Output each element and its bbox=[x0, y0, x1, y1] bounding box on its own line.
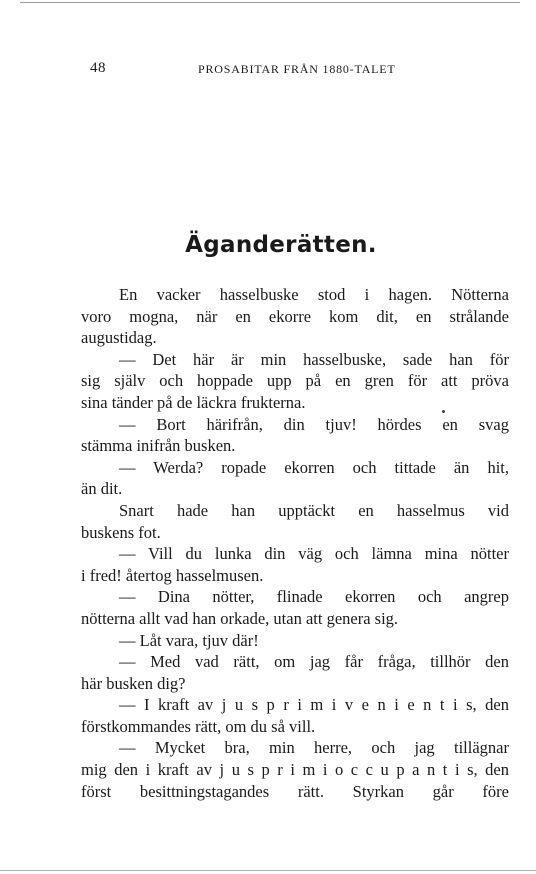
text-line: — Låt vara, tjuv där! bbox=[119, 630, 259, 650]
text-line: här busken dig? bbox=[81, 673, 186, 693]
text-line: — Det här är min hasselbuske, sade han för bbox=[119, 349, 509, 369]
text-line: sina tänder på de läckra frukterna. bbox=[81, 392, 306, 412]
text-line: Snart hade han upptäckt en hasselmus vid bbox=[119, 500, 509, 520]
page-number: 48 bbox=[90, 60, 106, 76]
text-line: augustidag. bbox=[81, 328, 157, 348]
bottom-scan-edge bbox=[0, 870, 536, 871]
print-speck bbox=[442, 410, 445, 413]
text-line: först besittningstagandes rätt. Styrkan går före bbox=[81, 781, 509, 801]
chapter-title: Äganderätten. bbox=[185, 232, 377, 258]
text-line: i fred! återtog hasselmusen. bbox=[81, 565, 264, 585]
text-line: — Med vad rätt, om jag får fråga, tillhör den bbox=[119, 652, 509, 672]
text-line: — Werda? ropade ekorren och tittade än hit, bbox=[119, 457, 509, 477]
text-line: — Dina nötter, flinade ekorren och angrep bbox=[119, 587, 509, 607]
running-head: PROSABITAR FRÅN 1880-TALET bbox=[198, 62, 396, 76]
body-text bbox=[81, 284, 509, 802]
text-line: En vacker hasselbuske stod i hagen. Nötterna bbox=[119, 285, 509, 304]
top-scan-edge bbox=[20, 2, 520, 3]
text-line: — Mycket bra, min herre, och jag tillägnar bbox=[119, 738, 509, 758]
text-line: sig själv och hoppade upp på en gren för att pröva bbox=[81, 371, 509, 391]
text-line: än dit. bbox=[81, 479, 123, 499]
text-line: stämma inifrån busken. bbox=[81, 436, 236, 456]
text-line: nötterna allt vad han orkade, utan att genera sig. bbox=[81, 608, 399, 628]
text-line: voro mogna, när en ekorre kom dit, en strålande bbox=[81, 306, 509, 326]
text-line: mig den i kraft av j u s p r i m i o c c u p a n t i s, den bbox=[81, 760, 509, 780]
text-line: — I kraft av j u s p r i m i v e n i e n t i s, den bbox=[119, 695, 509, 715]
text-line: buskens fot. bbox=[81, 522, 161, 542]
text-line: — Bort härifrån, din tjuv! hördes en svag bbox=[119, 414, 509, 434]
text-line: — Vill du lunka din väg och lämna mina nötter bbox=[119, 544, 509, 564]
text-line: förstkommandes rätt, om du så vill. bbox=[81, 716, 316, 736]
